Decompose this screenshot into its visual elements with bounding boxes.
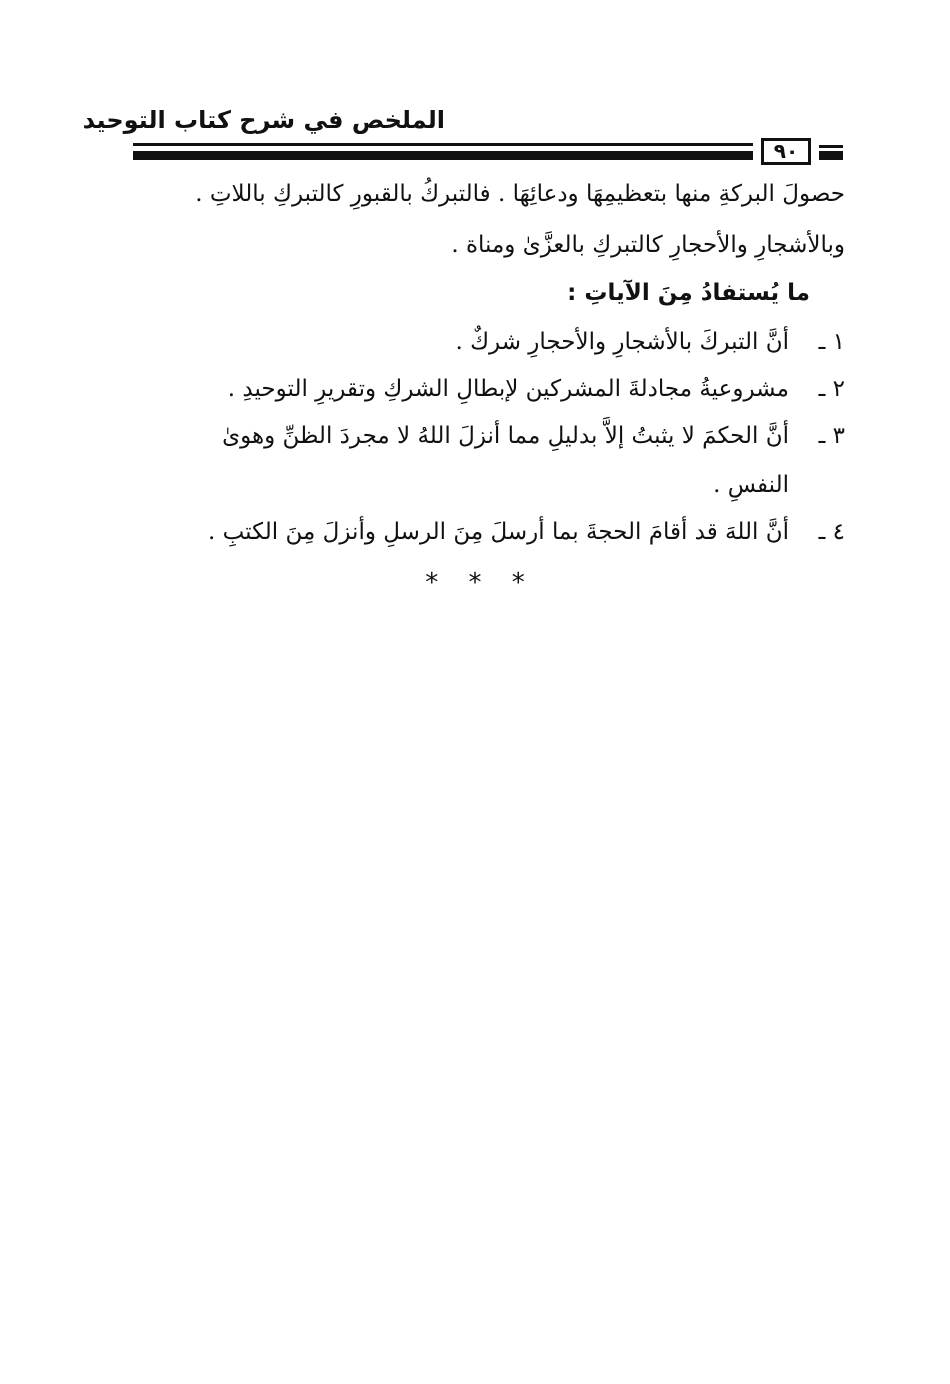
header-rule-thick <box>133 151 753 160</box>
list-item-text: مشروعيةُ مجادلةَ المشركين لإبطالِ الشركِ وتقريرِ التوحيدِ . <box>227 376 789 402</box>
header-rule-short-thin <box>819 145 843 148</box>
list-item <box>228 369 845 409</box>
list-item <box>208 512 845 552</box>
section-heading: ما يُستفادُ مِنَ الآياتِ : <box>567 280 810 306</box>
body-line-2: وبالأشجارِ والأحجارِ كالتبركِ بالعزَّىٰ ومناة . <box>451 232 845 258</box>
list-item-text: أنَّ التبركَ بالأشجارِ والأحجارِ شركٌ . <box>455 329 789 355</box>
page-number: ٩٠ <box>761 138 811 165</box>
header-rule-short-thick <box>819 151 843 160</box>
list-item-number: ٤ ـ <box>818 519 845 545</box>
running-title: الملخص في شرح كتاب التوحيد <box>82 106 445 134</box>
list-item-continuation: النفسِ . <box>713 472 789 498</box>
list-item-text: أنَّ اللهَ قد أقامَ الحجةَ بما أرسلَ مِنَ الرسلِ وأنزلَ مِنَ الكتبِ . <box>207 519 789 545</box>
header-rule <box>133 138 843 168</box>
list-item-text: أنَّ الحكمَ لا يثبتُ إلاَّ بدليلِ مما أنزلَ اللهُ لا مجردَ الظنِّ وهوىٰ <box>222 423 789 449</box>
section-separator: * * * <box>425 568 525 598</box>
list-item-number: ١ ـ <box>818 329 845 355</box>
list-item-number: ٢ ـ <box>818 376 845 402</box>
header-rule-thin <box>133 143 753 146</box>
body-line-1: حصولَ البركةِ منها بتعظيمِهَا ودعائِهَا . فالتبركُ بالقبورِ كالتبركِ باللاتِ . <box>195 181 845 207</box>
list-item-number: ٣ ـ <box>818 423 845 449</box>
list-item <box>222 416 845 456</box>
list-item <box>455 322 845 362</box>
